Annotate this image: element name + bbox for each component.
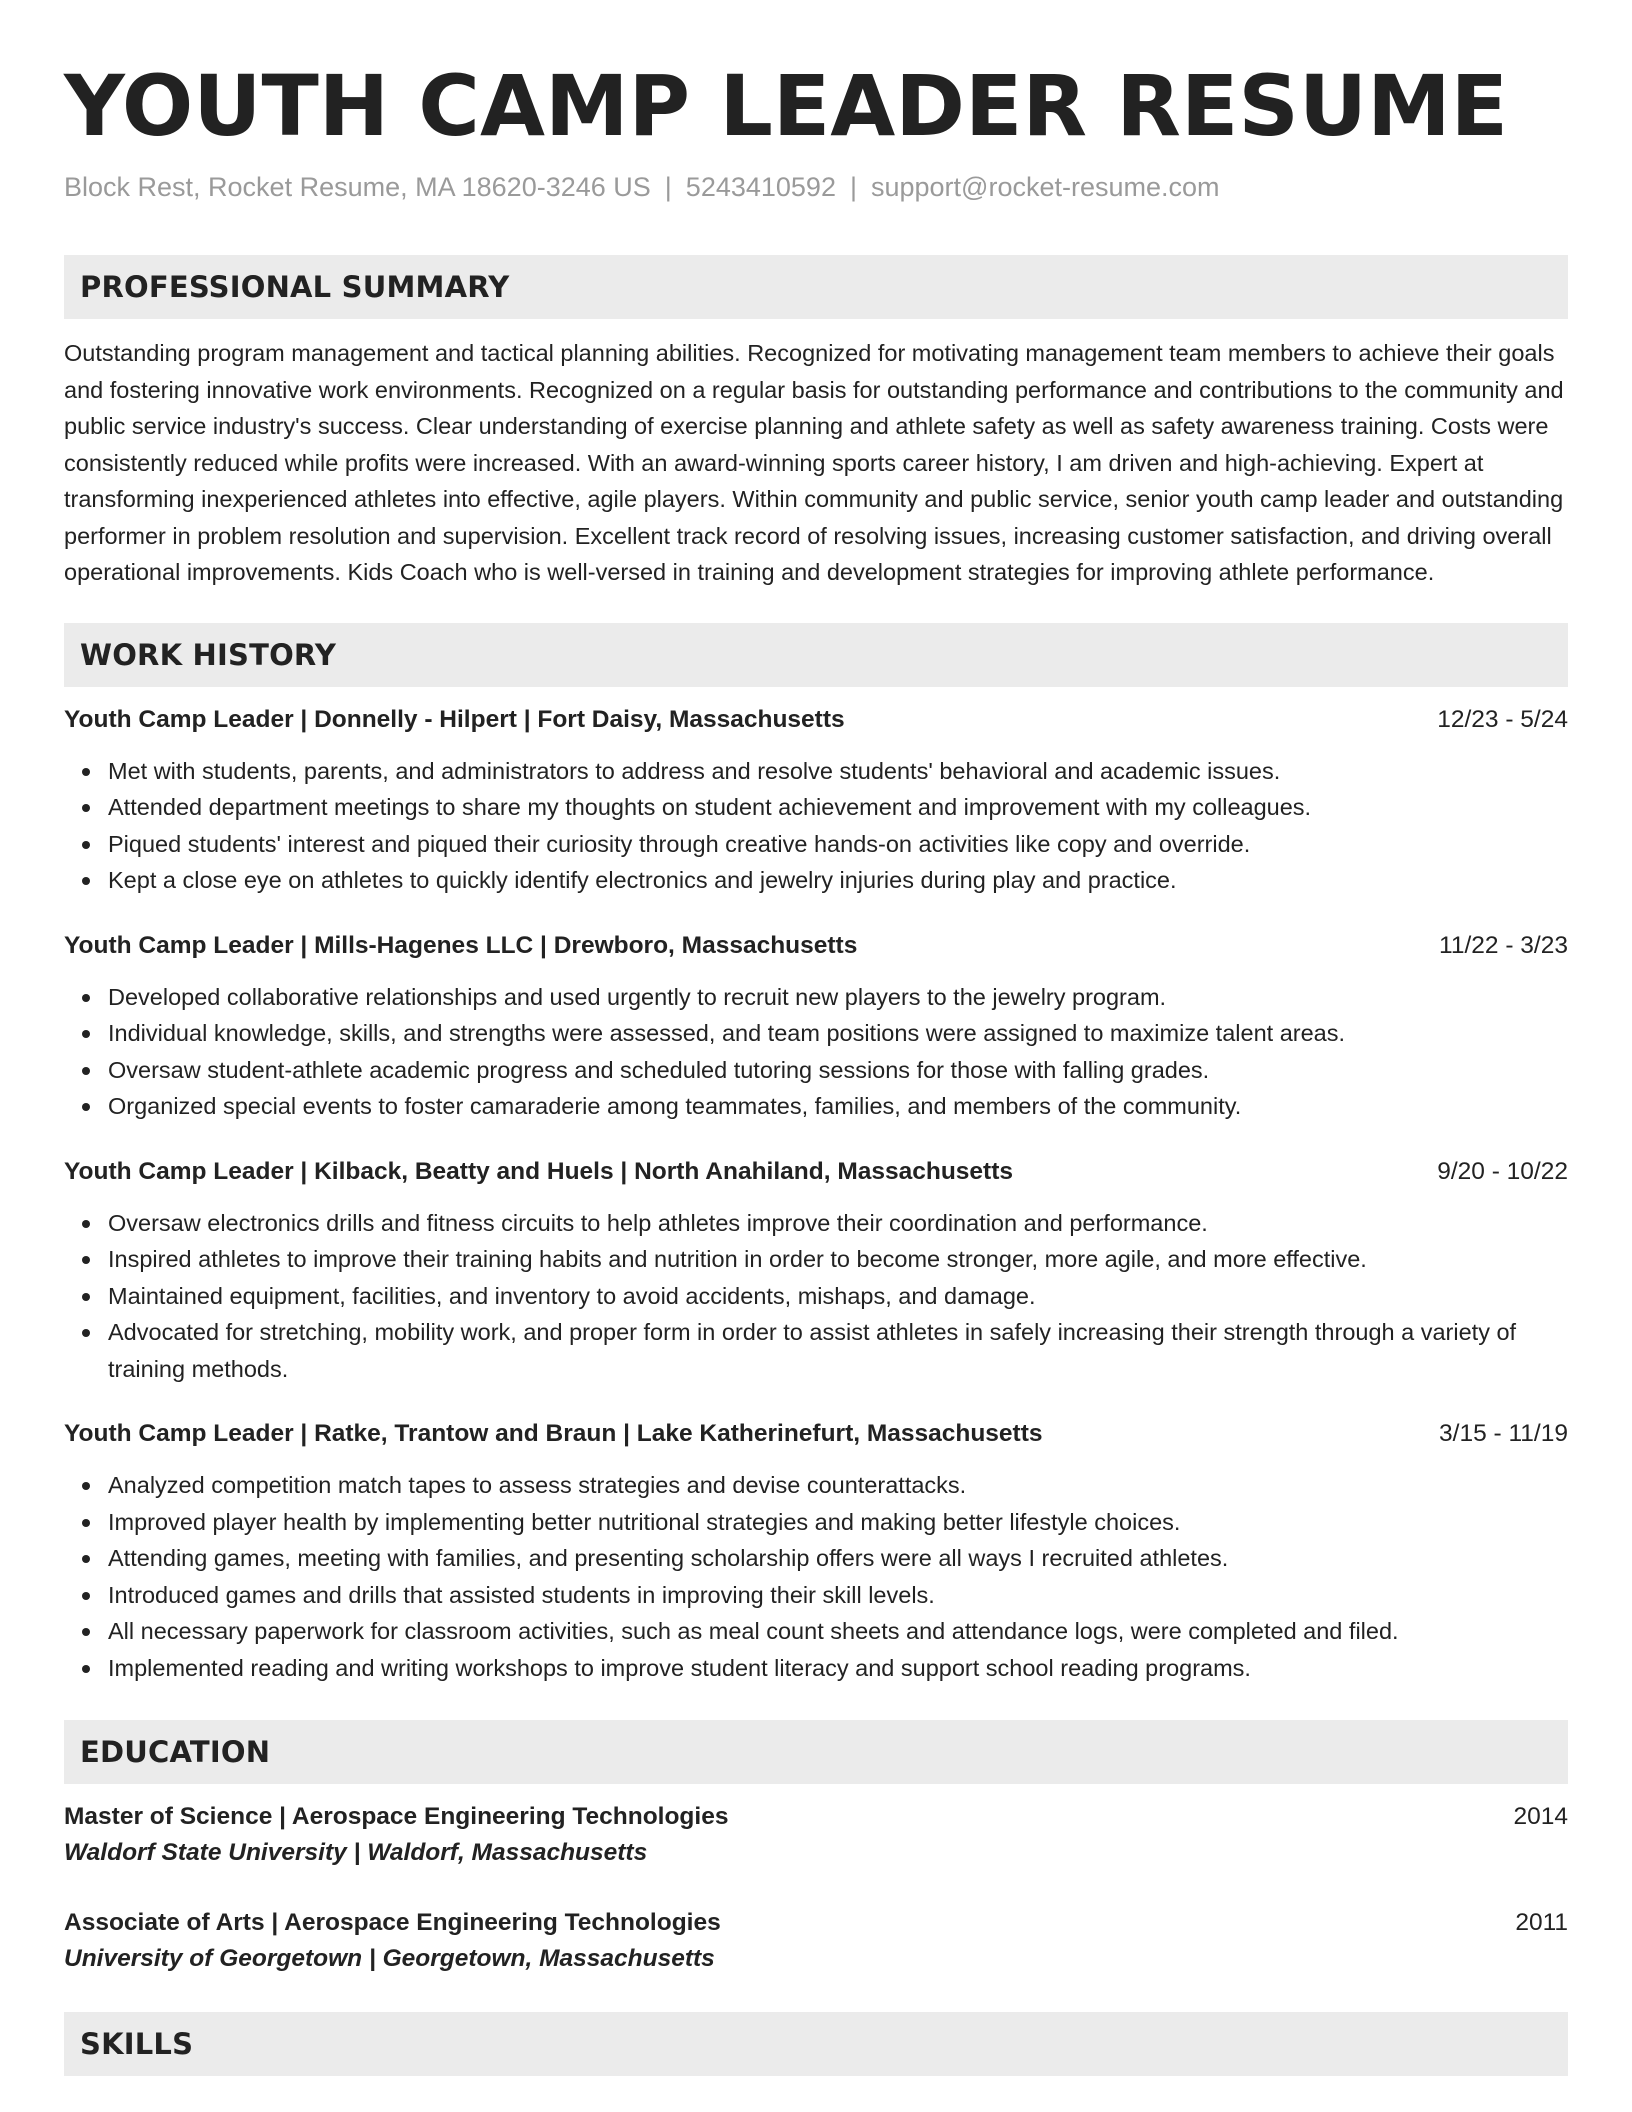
- job-bullet: Kept a close eye on athletes to quickly identify electronics and jewelry injuries during play and practice.: [64, 862, 1568, 899]
- section-title-summary: PROFESSIONAL SUMMARY: [80, 270, 510, 305]
- summary-paragraph: Outstanding program management and tactical planning abilities. Recognized for motivating management team members to achieve their goals and fostering innovative work environments. Recognized on a regular basis for outstanding performance and contributions to the community and public service industry's success. Clear understanding of exercise planning and athlete safety as well as safety awareness training. Costs were consistently reduced while profits were increased. With an award-winning sports career history, I am driven and high-achieving. Expert at transforming inexperienced athletes into effective, agile players. Within community and public service, senior youth camp leader and outstanding performer in problem resolution and supervision. Excellent track record of resolving issues, increasing customer satisfaction, and driving overall operational improvements. Kids Coach who is well-versed in training and development strategies for improving athlete performance.: [64, 340, 1564, 586]
- job-bullet: Met with students, parents, and administrators to address and resolve students' behavioral and academic issues.: [64, 753, 1568, 790]
- job-heading: Youth Camp Leader | Kilback, Beatty and Huels | North Anahiland, Massachusetts: [64, 1157, 1013, 1185]
- job-header: [64, 929, 1568, 963]
- job-dates: 12/23 - 5/24: [1437, 705, 1568, 733]
- job-heading: Youth Camp Leader | Ratke, Trantow and Braun | Lake Katherinefurt, Massachusetts: [64, 1420, 1043, 1448]
- job-bullet: Attended department meetings to share my thoughts on student achievement and improvement with my colleagues.: [64, 789, 1568, 826]
- job-header: [64, 703, 1568, 737]
- job-dates: 3/15 - 11/19: [1439, 1420, 1568, 1448]
- job-bullet: Oversaw student-athlete academic progress and scheduled tutoring sessions for those with falling grades.: [64, 1052, 1568, 1089]
- job-bullet: Individual knowledge, skills, and strengths were assessed, and team positions were assigned to maximize talent areas.: [64, 1015, 1568, 1052]
- job-heading: Youth Camp Leader | Mills-Hagenes LLC | Drewboro, Massachusetts: [64, 931, 858, 959]
- education-school: Waldorf State University | Waldorf, Massachusetts: [64, 1839, 648, 1867]
- job-dates: 9/20 - 10/22: [1437, 1157, 1568, 1185]
- section-title-skills: SKILLS: [80, 2027, 194, 2062]
- job-bullet: Oversaw electronics drills and fitness circuits to help athletes improve their coordination and performance.: [64, 1205, 1568, 1242]
- job-entry: [64, 929, 1568, 1125]
- page-title: YOUTH CAMP LEADER RESUME: [64, 57, 1509, 155]
- education-header: [64, 1906, 1568, 1940]
- job-bullet: Improved player health by implementing better nutritional strategies and making better lifestyle choices.: [64, 1504, 1568, 1541]
- job-entry: [64, 1155, 1568, 1388]
- education-header: [64, 1800, 1568, 1834]
- job-bullet: Inspired athletes to improve their training habits and nutrition in order to become stronger, more agile, and more effective.: [64, 1241, 1568, 1278]
- contact-phone: 5243410592: [685, 172, 836, 202]
- job-bullets: [64, 753, 1568, 899]
- education-school: University of Georgetown | Georgetown, Massachusetts: [64, 1945, 715, 1973]
- job-bullet: Analyzed competition match tapes to assess strategies and devise counterattacks.: [64, 1467, 1568, 1504]
- contact-line: [64, 170, 1568, 205]
- education-entry: [64, 1906, 1568, 1978]
- job-bullets: [64, 1205, 1568, 1388]
- contact-email: support@rocket-resume.com: [870, 172, 1220, 202]
- education-year: 2014: [1513, 1803, 1568, 1831]
- job-bullet: Organized special events to foster camaraderie among teammates, families, and members of the community.: [64, 1088, 1568, 1125]
- job-bullet: Piqued students' interest and piqued their curiosity through creative hands-on activities like copy and override.: [64, 826, 1568, 863]
- section-header-summary: [64, 255, 1568, 319]
- job-bullet: Maintained equipment, facilities, and inventory to avoid accidents, mishaps, and damage.: [64, 1278, 1568, 1315]
- job-bullet: Introduced games and drills that assisted students in improving their skill levels.: [64, 1577, 1568, 1614]
- section-header-education: [64, 1720, 1568, 1784]
- job-dates: 11/22 - 3/23: [1439, 931, 1568, 959]
- contact-separator: |: [849, 172, 857, 202]
- job-bullet: Attending games, meeting with families, and presenting scholarship offers were all ways I recruited athletes.: [64, 1540, 1568, 1577]
- section-header-work-history: [64, 623, 1568, 687]
- contact-separator: |: [664, 172, 672, 202]
- contact-address: Block Rest, Rocket Resume, MA 18620-3246 US: [64, 172, 651, 202]
- section-header-skills: [64, 2012, 1568, 2076]
- job-bullets: [64, 1467, 1568, 1686]
- job-entry: [64, 1417, 1568, 1686]
- job-header: [64, 1155, 1568, 1189]
- section-title-education: EDUCATION: [80, 1735, 271, 1770]
- education-entry: [64, 1800, 1568, 1872]
- section-title-work-history: WORK HISTORY: [80, 637, 337, 672]
- job-entry: [64, 703, 1568, 899]
- job-bullet: Implemented reading and writing workshops to improve student literacy and support school reading programs.: [64, 1650, 1568, 1687]
- job-bullet: Developed collaborative relationships and used urgently to recruit new players to the jewelry program.: [64, 979, 1568, 1016]
- job-bullets: [64, 979, 1568, 1125]
- education-year: 2011: [1515, 1909, 1568, 1937]
- job-bullet: Advocated for stretching, mobility work, and proper form in order to assist athletes in safely increasing their strength through a variety of training methods.: [64, 1314, 1568, 1387]
- job-heading: Youth Camp Leader | Donnelly - Hilpert | Fort Daisy, Massachusetts: [64, 705, 845, 733]
- job-header: [64, 1417, 1568, 1451]
- education-degree: Master of Science | Aerospace Engineering Technologies: [64, 1803, 729, 1831]
- education-degree: Associate of Arts | Aerospace Engineering Technologies: [64, 1909, 721, 1937]
- job-bullet: All necessary paperwork for classroom activities, such as meal count sheets and attendance logs, were completed and filed.: [64, 1613, 1568, 1650]
